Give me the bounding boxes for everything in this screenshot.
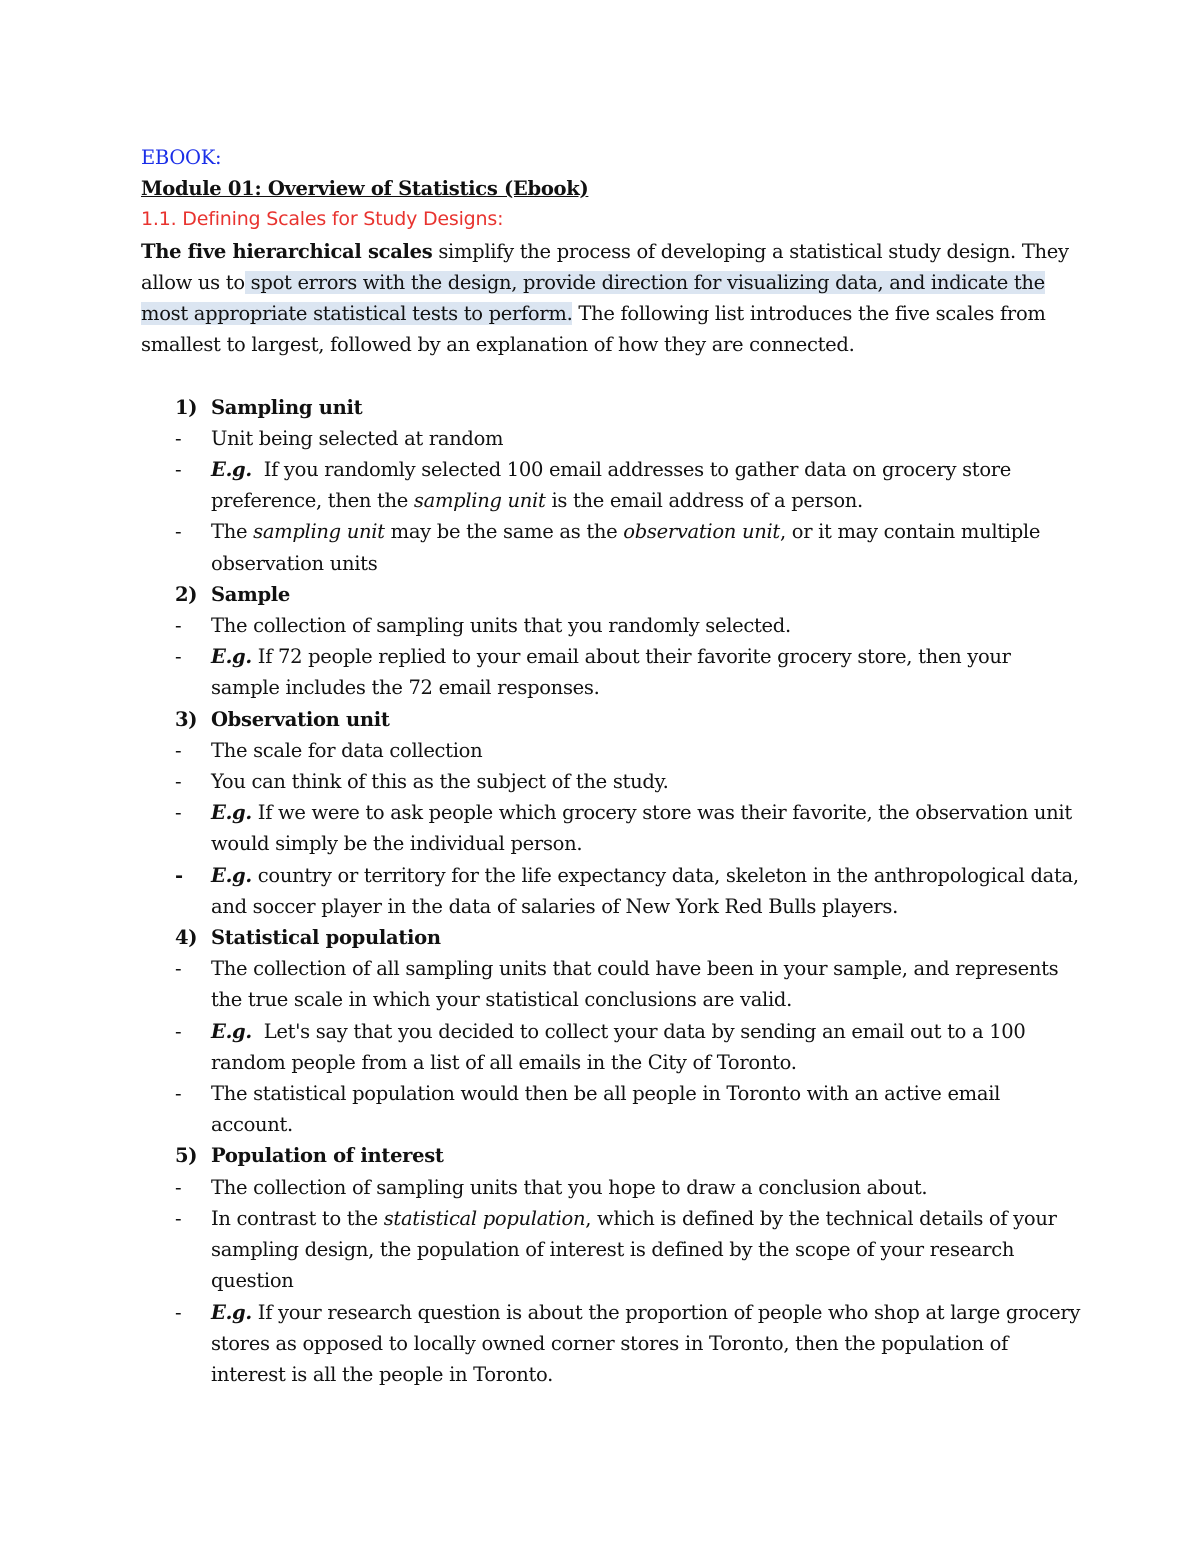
list-item-line [211, 1203, 1071, 1234]
list-text: In contrast to the [211, 1206, 384, 1230]
list-item-line [211, 1047, 1071, 1078]
list-item-line [211, 797, 1071, 828]
list-number: 3) [175, 707, 198, 731]
list-text: the true scale in which your statistical conclusions are valid. [211, 988, 792, 1012]
list-text: preference, then the [211, 489, 414, 513]
list-item-line [211, 672, 1071, 703]
list-item-line [211, 485, 1071, 516]
list-item-line [211, 516, 1071, 547]
list-item-line [211, 1234, 1071, 1265]
example-label: E.g. [211, 458, 252, 482]
scales-list [141, 392, 1081, 1391]
list-text: If your research question is about the proportion of people who shop at large grocery [251, 1300, 1081, 1324]
list-item-line [211, 766, 1071, 797]
bullet-dash: - [175, 614, 182, 638]
list-text: stores as opposed to locally owned corner stores in Toronto, then the population of [211, 1331, 1009, 1355]
bullet-dash: - [175, 1019, 182, 1043]
list-text: is the email address of a person. [545, 489, 863, 513]
list-text: , which is defined by the technical details of your [585, 1206, 1057, 1230]
highlighted-text: spot errors with the design, provide direction for visualizing data, and indicate the [244, 270, 1045, 294]
list-item-line [211, 984, 1071, 1015]
bullet-dash: - [175, 957, 182, 981]
list-number: 1) [175, 395, 198, 419]
list-item-line [211, 828, 1071, 859]
list-text: country or territory for the life expectancy data, skeleton in the anthropological data, [251, 863, 1079, 887]
list-text: sample includes the 72 email responses. [211, 676, 600, 700]
list-text: The statistical population would then be all people in Toronto with an active email [211, 1082, 1001, 1106]
list-item [141, 641, 1071, 703]
list-text: If 72 people replied to your email about their favorite grocery store, then your [251, 645, 1011, 669]
list-item-line [211, 423, 1071, 454]
intro-paragraph [141, 236, 1071, 361]
list-text: The scale for data collection [211, 738, 483, 762]
bullet-dash: - [175, 645, 182, 669]
scale-heading [141, 922, 1071, 953]
list-text: interest is all the people in Toronto. [211, 1362, 554, 1386]
intro-text: The following list introduces the five scales from [572, 302, 1046, 326]
scale-title: Observation unit [211, 707, 390, 731]
list-text: The collection of sampling units that you hope to draw a conclusion about. [211, 1175, 928, 1199]
list-item-line [211, 1359, 1071, 1390]
list-text: and soccer player in the data of salaries of New York Red Bulls players. [211, 894, 898, 918]
module-title: Module 01: Overview of Statistics (Ebook) [141, 177, 589, 201]
list-item-line [211, 1172, 1071, 1203]
list-item-line [211, 610, 1071, 641]
list-item-line [211, 1265, 1071, 1296]
intro-lead: The five hierarchical scales [141, 239, 433, 263]
list-text: If you randomly selected 100 email addresses to gather data on grocery store [251, 458, 1012, 482]
example-label: E.g. [211, 801, 252, 825]
list-text: random people from a list of all emails in the City of Toronto. [211, 1050, 797, 1074]
list-item [141, 610, 1071, 641]
list-item [141, 1297, 1081, 1391]
list-item [141, 423, 1071, 454]
scale-heading [141, 704, 1071, 735]
list-number: 4) [175, 926, 198, 950]
list-text: may be the same as the [384, 520, 624, 544]
italic-term: sampling unit [253, 520, 385, 544]
list-item [141, 766, 1071, 797]
intro-text: simplify the process of developing a statistical study design. They [432, 239, 1069, 263]
list-text: observation units [211, 551, 378, 575]
list-item [141, 516, 1071, 578]
list-item [141, 1172, 1071, 1203]
list-text: You can think of this as the subject of the study. [211, 770, 669, 794]
list-text: account. [211, 1113, 293, 1137]
scale-title: Statistical population [211, 926, 441, 950]
list-text: Unit being selected at random [211, 426, 504, 450]
intro-text: allow us to [141, 270, 245, 294]
list-item-line [211, 548, 1071, 579]
list-item [141, 1078, 1071, 1140]
list-item [141, 454, 1071, 516]
example-label: E.g. [211, 1019, 252, 1043]
bullet-dash: - [175, 863, 183, 887]
list-item [141, 1016, 1071, 1078]
list-item-line [211, 641, 1071, 672]
ebook-label: EBOOK: [141, 146, 222, 169]
intro-text: smallest to largest, followed by an explanation of how they are connected. [141, 333, 855, 357]
example-label: E.g. [211, 1300, 252, 1324]
list-text: sampling design, the population of interest is defined by the scope of your research [211, 1238, 1015, 1262]
bullet-dash: - [175, 458, 182, 482]
list-item [141, 860, 1079, 922]
section-title: 1.1. Defining Scales for Study Designs: [141, 208, 504, 231]
bullet-dash: - [175, 1206, 182, 1230]
highlighted-text: most appropriate statistical tests to perform. [141, 302, 573, 326]
scale-heading [141, 579, 1071, 610]
document-body [141, 142, 1081, 1390]
list-item [141, 797, 1071, 859]
bullet-dash: - [175, 1175, 182, 1199]
list-item [141, 1203, 1071, 1297]
scale-heading [141, 1140, 1071, 1171]
list-item-line [211, 953, 1071, 984]
bullet-dash: - [175, 520, 182, 544]
list-text: , or it may contain multiple [779, 520, 1041, 544]
bullet-dash: - [175, 801, 182, 825]
scale-heading [141, 392, 1071, 423]
scale-title: Sampling unit [211, 395, 363, 419]
italic-term: statistical population [383, 1206, 586, 1230]
list-item-line [211, 454, 1071, 485]
italic-term: sampling unit [413, 489, 546, 513]
list-item [141, 735, 1071, 766]
list-number: 5) [175, 1144, 198, 1168]
list-text: The collection of all sampling units that could have been in your sample, and represents [211, 957, 1059, 981]
example-label: E.g. [211, 645, 252, 669]
bullet-dash: - [175, 1082, 182, 1106]
bullet-dash: - [175, 770, 182, 794]
list-text: The collection of sampling units that you randomly selected. [211, 614, 791, 638]
list-item-line [211, 1297, 1081, 1328]
list-item-line [211, 735, 1071, 766]
list-text: If we were to ask people which grocery store was their favorite, the observation unit [251, 801, 1072, 825]
scale-title: Sample [211, 582, 290, 606]
paragraph-spacer [141, 360, 1071, 391]
list-item-line [211, 1016, 1071, 1047]
list-number: 2) [175, 582, 198, 606]
list-item-line [211, 1328, 1071, 1359]
bullet-dash: - [175, 1300, 182, 1324]
list-text: question [211, 1269, 294, 1293]
list-item-line [211, 1109, 1071, 1140]
list-item-line [211, 860, 1079, 891]
bullet-dash: - [175, 738, 182, 762]
list-item-line [211, 891, 1071, 922]
bullet-dash: - [175, 426, 182, 450]
list-item [141, 953, 1071, 1015]
scale-title: Population of interest [211, 1144, 444, 1168]
italic-term: observation unit [623, 520, 780, 544]
example-label: E.g. [211, 863, 252, 887]
list-text: The [211, 520, 254, 544]
list-text: Let's say that you decided to collect your data by sending an email out to a 100 [251, 1019, 1026, 1043]
list-text: would simply be the individual person. [211, 832, 583, 856]
list-item-line [211, 1078, 1071, 1109]
